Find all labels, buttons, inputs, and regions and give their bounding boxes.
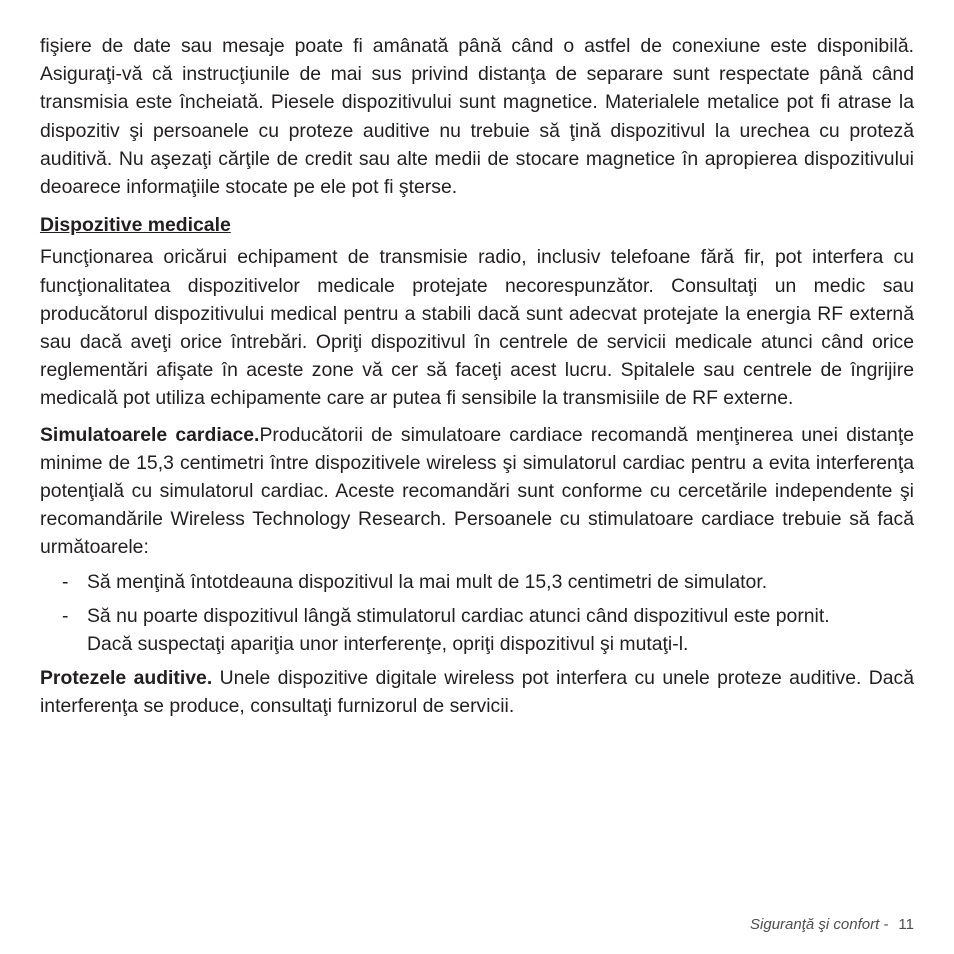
page-footer [750,916,914,933]
pacemakers-text: Producătorii de simulatoare cardiace recomandă menţinerea unei distanţe minime de 15,3 centimetri între dispozitivele wireless şi simulatorul cardiac pentru a evita interferenţa potenţială cu simulatorul cardiac. Aceste recomandări sunt conforme cu cercetările independente şi recomandările Wireless Technology Research. Persoanele cu stimulatoare cardiace trebuie să facă următoarele: [40,423,914,559]
paragraph-medical-devices: Funcţionarea oricărui echipament de transmisie radio, inclusiv telefoane fără fir, pot interfera cu funcţionalitatea dispozitivelor medicale protejate necorespunzător. Consultaţi un medic sau producătorul dispozitivului medical pentru a stabili dacă sunt adecvat protejate la energia RF externă sau dacă aveţi orice întrebări. Opriţi dispozitivul în centrele de servicii medicale atunci când orice reglementări afişate în aceste zone vă cer să faceţi acest lucru. Spitalele sau centrele de îngrijire medicală pot utiliza echipamente care ar putea fi sensibile la transmisiile de RF externe. [40,246,914,410]
pacemaker-instructions-list [40,568,914,659]
list-item [40,568,914,596]
hearing-aids-text: Unele dispozitive digitale wireless pot interfera cu unele proteze auditive. Dacă interferenţa se produce, consultaţi furnizorul de servicii. [40,667,914,718]
section-heading-medical-devices: Dispozitive medicale [40,214,231,237]
list-item-continuation: Dacă suspectaţi apariţia unor interferenţe, opriţi dispozitivul şi mutaţi-l. [87,633,689,656]
list-item [40,602,914,658]
hearing-aids-lead: Protezele auditive. [40,667,213,690]
paragraph-hearing-aids [40,664,914,720]
document-page [40,32,914,721]
page-number: 11 [898,916,914,933]
list-dash-marker: - [62,570,69,593]
list-item-text: Să nu poarte dispozitivul lângă stimulatorul cardiac atunci când dispozitivul este pornit. [87,604,830,627]
pacemakers-lead: Simulatoarele cardiace. [40,423,260,446]
paragraph-pacemakers [40,421,914,562]
list-dash-marker: - [62,604,69,627]
paragraph-magnetic-storage: fişiere de date sau mesaje poate fi amânată până când o astfel de conexiune este disponibilă. Asiguraţi-vă că instrucţiunile de mai sus privind distanţa de separare sunt respectate până când transmisia este încheiată. Piesele dispozitivului sunt magnetice. Materialele metalice pot fi atrase la dispozitiv şi persoanele cu proteze auditive nu trebuie să ţină dispozitivul la urechea cu proteză auditivă. Nu aşezaţi cărţile de credit sau alte medii de stocare magnetice în apropierea dispozitivului deoarece informaţiile stocate pe ele pot fi şterse. [40,35,914,199]
footer-section-title: Siguranţă şi confort - [750,916,889,933]
list-item-text: Să menţină întotdeauna dispozitivul la mai mult de 15,3 centimetri de simulator. [87,570,768,593]
